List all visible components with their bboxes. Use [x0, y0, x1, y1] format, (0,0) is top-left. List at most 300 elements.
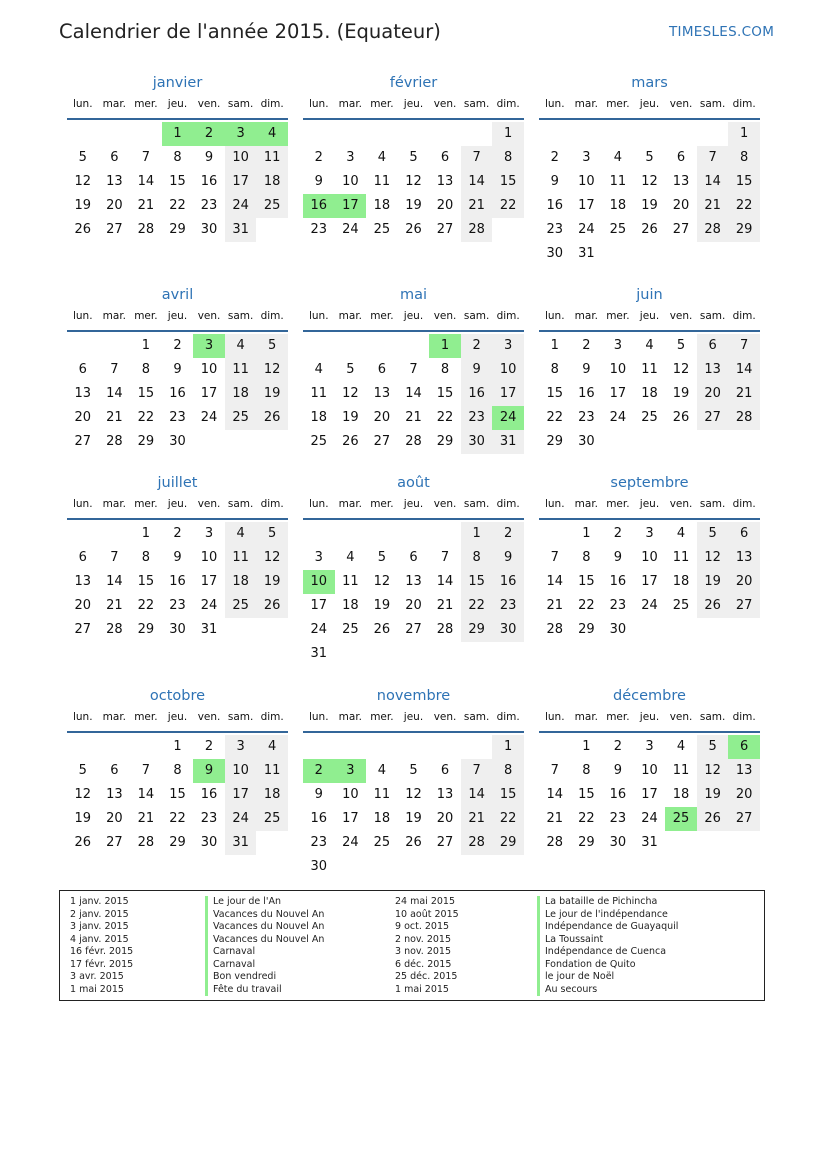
day-cell: 28: [106, 434, 123, 449]
holiday-day-cell: 16: [303, 194, 335, 218]
day-cell: 12: [697, 759, 729, 783]
day-cell: 17: [342, 811, 359, 826]
day-cell: 27: [106, 835, 123, 850]
day-cell: 9: [582, 362, 591, 377]
day-cell: 4: [346, 550, 355, 565]
day-cell: 5: [256, 334, 288, 358]
day-cell: 11: [310, 386, 328, 401]
day-cell: 8: [582, 550, 591, 565]
weekday-label: lun.: [72, 498, 93, 510]
empty-cell: [99, 735, 131, 759]
day-cell: 29: [578, 622, 595, 637]
weekday-label: lun.: [72, 98, 93, 110]
month-1: [67, 72, 288, 242]
day-cell: 12: [405, 787, 422, 802]
day-cell: 30: [492, 618, 524, 642]
day-cell: 11: [342, 574, 359, 589]
day-cell: 27: [373, 434, 391, 449]
holiday-date: 1 janv. 2015: [70, 896, 129, 907]
day-cell: 14: [461, 170, 493, 194]
day-cell: 22: [461, 594, 493, 618]
month-10: [67, 685, 288, 855]
day-cell: 20: [728, 570, 760, 594]
month-name: janvier: [152, 75, 203, 91]
day-cell: 23: [461, 406, 493, 430]
month-9: [539, 472, 760, 642]
day-cell: 21: [137, 811, 155, 826]
day-cell: 3: [314, 550, 323, 565]
holiday-name: le jour de Noël: [537, 971, 678, 984]
empty-cell: [335, 334, 367, 358]
header-divider: [67, 518, 288, 520]
day-cell: 22: [436, 410, 454, 425]
day-cell: 17: [225, 783, 257, 807]
weekday-label: dim.: [732, 98, 756, 110]
day-cell: 15: [169, 787, 186, 802]
day-cell: 4: [256, 735, 288, 759]
empty-cell: [398, 334, 430, 358]
header-divider: [303, 731, 524, 733]
weekday-label: sam.: [463, 498, 490, 510]
weekday-label: sam.: [227, 98, 254, 110]
header-divider: [67, 330, 288, 332]
day-cell: 12: [405, 174, 422, 189]
weekday-header: [303, 707, 524, 727]
day-cell: 28: [697, 218, 729, 242]
holiday-name: La bataille de Pichincha: [537, 896, 678, 909]
holiday-date: 1 mai 2015: [395, 983, 449, 995]
holiday-day-cell: 2: [193, 122, 225, 146]
holiday-date: 3 avr. 2015: [70, 971, 124, 982]
month-name: avril: [161, 287, 194, 303]
day-cell: 14: [546, 574, 564, 589]
day-cell: 13: [436, 787, 454, 802]
day-cell: 29: [461, 618, 493, 642]
holiday-day-cell: 17: [335, 194, 367, 218]
holiday-day-cell: 2: [303, 759, 335, 783]
day-grid: [303, 522, 524, 666]
day-cell: 22: [169, 198, 186, 213]
empty-cell: [335, 122, 367, 146]
holiday-day-cell: 24: [492, 406, 524, 430]
day-cell: 1: [582, 526, 591, 541]
day-cell: 23: [310, 835, 328, 850]
header-divider: [539, 118, 760, 120]
day-cell: 19: [405, 198, 422, 213]
empty-cell: [366, 122, 398, 146]
day-cell: 13: [405, 574, 422, 589]
day-cell: 3: [582, 150, 591, 165]
day-cell: 29: [546, 434, 564, 449]
day-cell: 13: [106, 787, 123, 802]
day-cell: 27: [436, 222, 454, 237]
weekday-label: dim.: [732, 310, 756, 322]
day-cell: 10: [641, 550, 658, 565]
day-cell: 10: [200, 550, 218, 565]
day-grid: [67, 122, 288, 242]
weekday-label: mar.: [574, 498, 599, 510]
day-cell: 17: [609, 386, 627, 401]
weekday-label: mer.: [606, 498, 630, 510]
day-cell: 11: [256, 146, 288, 170]
day-cell: 18: [609, 198, 627, 213]
day-cell: 8: [141, 550, 151, 565]
day-cell: 1: [582, 739, 591, 754]
empty-cell: [99, 334, 131, 358]
day-cell: 18: [641, 386, 658, 401]
day-cell: 28: [461, 218, 493, 242]
day-cell: 25: [256, 807, 288, 831]
weekday-label: jeu.: [403, 711, 424, 723]
day-cell: 13: [74, 386, 92, 401]
day-cell: 24: [225, 194, 257, 218]
day-cell: 18: [310, 410, 328, 425]
weekday-label: dim.: [260, 711, 284, 723]
day-cell: 5: [409, 763, 418, 778]
weekday-label: mer.: [606, 711, 630, 723]
holiday-day-cell: 3: [335, 759, 367, 783]
holiday-names-left: [205, 896, 324, 996]
day-cell: 13: [728, 546, 760, 570]
day-cell: 20: [74, 410, 92, 425]
day-cell: 24: [609, 410, 627, 425]
header-divider: [67, 731, 288, 733]
holiday-dates-right: [395, 896, 459, 996]
day-cell: 7: [728, 334, 760, 358]
day-cell: 20: [74, 598, 92, 613]
day-cell: 11: [609, 174, 627, 189]
holiday-name: Fête du travail: [205, 984, 324, 997]
day-cell: 30: [546, 246, 564, 261]
day-cell: 25: [256, 194, 288, 218]
month-name: mars: [631, 75, 668, 91]
day-cell: 7: [110, 362, 119, 377]
weekday-label: jeu.: [639, 498, 660, 510]
day-cell: 7: [461, 146, 493, 170]
empty-cell: [665, 122, 697, 146]
holiday-name: Indépendance de Guayaquil: [537, 921, 678, 934]
day-cell: 10: [342, 787, 359, 802]
day-cell: 12: [373, 574, 391, 589]
day-cell: 31: [641, 835, 658, 850]
day-cell: 19: [74, 811, 92, 826]
day-cell: 27: [672, 222, 690, 237]
weekday-label: mar.: [338, 711, 363, 723]
day-cell: 20: [106, 811, 123, 826]
day-cell: 13: [728, 759, 760, 783]
day-cell: 9: [204, 150, 214, 165]
weekday-label: mer.: [134, 98, 158, 110]
day-cell: 11: [672, 550, 690, 565]
day-cell: 8: [173, 150, 182, 165]
holiday-day-cell: 4: [256, 122, 288, 146]
day-grid: [67, 334, 288, 454]
day-cell: 23: [200, 811, 218, 826]
day-cell: 14: [697, 170, 729, 194]
day-cell: 9: [173, 550, 182, 565]
day-grid: [539, 522, 760, 642]
day-cell: 14: [728, 358, 760, 382]
day-cell: 16: [461, 382, 493, 406]
day-cell: 22: [492, 807, 524, 831]
day-cell: 2: [204, 739, 214, 754]
day-cell: 25: [225, 594, 257, 618]
holiday-date: 25 déc. 2015: [395, 971, 458, 982]
day-cell: 31: [578, 246, 595, 261]
day-cell: 21: [546, 598, 564, 613]
day-cell: 18: [342, 598, 359, 613]
day-cell: 30: [169, 434, 186, 449]
day-cell: 8: [141, 362, 151, 377]
day-cell: 15: [578, 574, 595, 589]
day-cell: 30: [609, 622, 627, 637]
day-cell: 23: [609, 811, 627, 826]
weekday-label: dim.: [496, 498, 520, 510]
day-grid: [67, 735, 288, 855]
header-divider: [67, 118, 288, 120]
day-cell: 28: [405, 434, 422, 449]
day-cell: 18: [225, 570, 257, 594]
day-cell: 19: [697, 783, 729, 807]
day-cell: 22: [578, 811, 595, 826]
holiday-name: Le jour de l'indépendance: [537, 909, 678, 922]
day-cell: 24: [200, 598, 218, 613]
month-name: décembre: [613, 688, 686, 704]
day-cell: 30: [578, 434, 595, 449]
day-cell: 13: [373, 386, 391, 401]
day-cell: 26: [256, 594, 288, 618]
weekday-label: sam.: [227, 310, 254, 322]
day-cell: 12: [74, 174, 92, 189]
day-cell: 9: [314, 174, 323, 189]
weekday-label: mer.: [370, 711, 394, 723]
weekday-label: lun.: [544, 310, 565, 322]
empty-cell: [398, 522, 430, 546]
day-cell: 6: [409, 550, 418, 565]
weekday-label: sam.: [227, 498, 254, 510]
month-7: [67, 472, 288, 642]
brand-logo[interactable]: TIMESLES.COM: [669, 24, 775, 40]
weekday-label: ven.: [197, 310, 221, 322]
day-cell: 28: [546, 622, 564, 637]
day-cell: 7: [440, 550, 450, 565]
weekday-header: [539, 494, 760, 514]
day-cell: 24: [578, 222, 595, 237]
holiday-date: 4 janv. 2015: [70, 933, 129, 945]
empty-cell: [429, 735, 461, 759]
day-cell: 13: [436, 174, 454, 189]
weekday-label: lun.: [308, 711, 329, 723]
weekday-label: jeu.: [403, 310, 424, 322]
day-cell: 12: [697, 546, 729, 570]
day-cell: 8: [461, 546, 493, 570]
weekday-label: dim.: [260, 498, 284, 510]
holiday-dates-left: [70, 896, 133, 996]
weekday-label: sam.: [699, 498, 726, 510]
day-cell: 5: [409, 150, 418, 165]
day-cell: 6: [697, 334, 729, 358]
day-cell: 23: [492, 594, 524, 618]
day-cell: 24: [225, 807, 257, 831]
day-cell: 15: [492, 783, 524, 807]
day-cell: 23: [310, 222, 328, 237]
empty-cell: [366, 735, 398, 759]
day-cell: 23: [200, 198, 218, 213]
weekday-label: dim.: [732, 711, 756, 723]
holiday-day-cell: 9: [193, 759, 225, 783]
day-cell: 30: [200, 835, 218, 850]
month-name: juin: [636, 287, 663, 303]
day-cell: 22: [492, 194, 524, 218]
day-cell: 18: [225, 382, 257, 406]
day-cell: 20: [728, 783, 760, 807]
day-cell: 30: [461, 430, 493, 454]
day-cell: 19: [256, 570, 288, 594]
day-cell: 9: [550, 174, 559, 189]
month-4: [67, 284, 288, 454]
weekday-label: lun.: [308, 98, 329, 110]
day-cell: 26: [405, 835, 422, 850]
weekday-label: mar.: [102, 498, 127, 510]
day-cell: 12: [256, 358, 288, 382]
day-cell: 15: [436, 386, 454, 401]
day-cell: 20: [697, 382, 729, 406]
weekday-label: lun.: [544, 98, 565, 110]
day-grid: [303, 122, 524, 242]
weekday-label: ven.: [669, 711, 693, 723]
day-cell: 17: [200, 574, 218, 589]
day-cell: 3: [613, 338, 623, 353]
day-cell: 11: [641, 362, 658, 377]
day-cell: 2: [492, 522, 524, 546]
day-cell: 5: [697, 522, 729, 546]
day-cell: 27: [405, 622, 422, 637]
weekday-label: mer.: [134, 310, 158, 322]
empty-cell: [366, 334, 398, 358]
day-cell: 2: [582, 338, 591, 353]
day-cell: 28: [728, 406, 760, 430]
empty-cell: [335, 522, 367, 546]
day-cell: 9: [314, 787, 323, 802]
day-cell: 7: [697, 146, 729, 170]
day-cell: 12: [672, 362, 690, 377]
day-cell: 7: [461, 759, 493, 783]
day-cell: 7: [550, 550, 559, 565]
day-cell: 1: [461, 522, 493, 546]
day-cell: 14: [405, 386, 422, 401]
day-cell: 6: [377, 362, 387, 377]
weekday-label: dim.: [260, 310, 284, 322]
holiday-name: Au secours: [537, 984, 678, 997]
holiday-name: Le jour de l'An: [205, 896, 324, 909]
day-cell: 26: [697, 594, 729, 618]
day-cell: 21: [546, 811, 564, 826]
day-cell: 15: [137, 386, 155, 401]
weekday-label: jeu.: [639, 98, 660, 110]
day-cell: 29: [169, 835, 186, 850]
day-cell: 19: [641, 198, 658, 213]
weekday-label: jeu.: [167, 310, 188, 322]
weekday-header: [67, 494, 288, 514]
weekday-header: [67, 94, 288, 114]
day-cell: 26: [641, 222, 658, 237]
holiday-date: 3 janv. 2015: [70, 921, 129, 932]
holiday-date: 2 nov. 2015: [395, 933, 451, 945]
day-cell: 6: [110, 150, 119, 165]
weekday-label: jeu.: [167, 498, 188, 510]
month-2: [303, 72, 524, 242]
day-cell: 31: [225, 218, 257, 242]
day-cell: 1: [173, 739, 182, 754]
day-cell: 24: [342, 222, 359, 237]
weekday-header: [303, 94, 524, 114]
empty-cell: [461, 122, 493, 146]
holiday-day-cell: 3: [193, 334, 225, 358]
day-cell: 2: [550, 150, 559, 165]
month-11: [303, 685, 524, 879]
weekday-label: mar.: [338, 98, 363, 110]
month-8: [303, 472, 524, 666]
day-cell: 24: [641, 598, 658, 613]
day-cell: 18: [256, 170, 288, 194]
holiday-list: [59, 890, 765, 1001]
holiday-name: La Toussaint: [537, 934, 678, 947]
day-cell: 4: [314, 362, 323, 377]
day-cell: 4: [613, 150, 623, 165]
day-cell: 1: [492, 735, 524, 759]
day-cell: 25: [672, 598, 690, 613]
day-cell: 25: [609, 222, 627, 237]
day-cell: 30: [200, 222, 218, 237]
day-cell: 3: [645, 526, 654, 541]
weekday-label: ven.: [433, 98, 457, 110]
day-cell: 16: [310, 811, 328, 826]
month-12: [539, 685, 760, 855]
day-cell: 11: [256, 759, 288, 783]
day-cell: 16: [200, 174, 218, 189]
day-cell: 22: [546, 410, 564, 425]
day-cell: 26: [373, 622, 391, 637]
weekday-header: [539, 306, 760, 326]
day-cell: 24: [200, 410, 218, 425]
weekday-label: mar.: [574, 310, 599, 322]
day-cell: 29: [492, 831, 524, 855]
header-divider: [539, 518, 760, 520]
weekday-label: ven.: [669, 498, 693, 510]
empty-cell: [634, 122, 666, 146]
day-cell: 20: [436, 198, 454, 213]
empty-cell: [539, 735, 571, 759]
day-cell: 3: [225, 735, 257, 759]
day-cell: 5: [645, 150, 654, 165]
day-cell: 9: [461, 358, 493, 382]
day-cell: 2: [173, 526, 182, 541]
day-cell: 26: [74, 222, 92, 237]
holiday-name: Vacances du Nouvel An: [205, 921, 324, 934]
day-cell: 2: [314, 150, 323, 165]
day-cell: 15: [461, 570, 493, 594]
day-cell: 23: [169, 410, 186, 425]
day-cell: 19: [672, 386, 690, 401]
weekday-label: jeu.: [639, 310, 660, 322]
holiday-name: Carnaval: [205, 959, 324, 972]
day-cell: 22: [169, 811, 186, 826]
empty-cell: [697, 122, 729, 146]
month-3: [539, 72, 760, 266]
day-cell: 21: [728, 382, 760, 406]
day-cell: 29: [137, 434, 155, 449]
weekday-label: mar.: [102, 310, 127, 322]
